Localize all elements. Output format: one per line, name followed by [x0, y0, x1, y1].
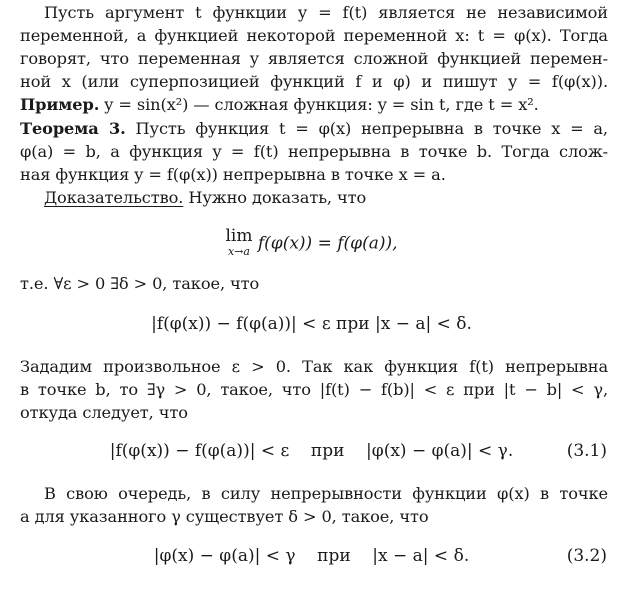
theorem-line3: ная функция y = f(φ(x)) непрерывна в точке x = a.: [20, 165, 446, 184]
formula-3-1-expr: |f(φ(x)) − f(φ(a))| < ε при |φ(x) − φ(a)| < γ.: [109, 441, 514, 461]
proof-line: [20, 187, 608, 209]
formula-limit: [0, 228, 623, 260]
paragraph1-line3: говорят, что переменная y является сложной функцией перемен-: [20, 49, 608, 68]
theorem-line1: [20, 118, 608, 140]
example-text: y = sin(x²) — сложная функция: y = sin t, где t = x².: [104, 95, 539, 114]
paragraph1-line1: Пусть аргумент t функции y = f(t) является не независимой: [44, 3, 608, 22]
paragraph3-line2: a для указанного γ существует δ > 0, такое, что: [20, 507, 429, 526]
paragraph3-line1: В свою очередь, в силу непрерывности функции φ(x) в точке: [44, 484, 608, 503]
theorem-line2: φ(a) = b, а функция y = f(t) непрерывна в точке b. Тогда слож-: [20, 142, 608, 161]
equation-number-3-2: (3.2): [566, 546, 607, 566]
limit-subscript: x→a: [227, 245, 250, 258]
theorem-label: Теорема 3.: [20, 119, 126, 138]
paragraph2-line1: Зададим произвольное ε > 0. Так как функция f(t) непрерывна: [20, 357, 608, 376]
paragraph2-line2: в точке b, то ∃γ > 0, такое, что |f(t) − f(b)| < ε при |t − b| < γ,: [20, 380, 608, 399]
text-ie: т.е. ∀ε > 0 ∃δ > 0, такое, что: [20, 274, 260, 293]
limit-symbol: lim: [225, 226, 253, 246]
formula-3-2-expr: |φ(x) − φ(a)| < γ при |x − a| < δ.: [153, 546, 470, 566]
limit-operator: [225, 228, 252, 260]
formula-3-1: [0, 439, 623, 463]
equation-number-3-1: (3.1): [566, 441, 607, 461]
proof-label: Доказательство.: [44, 188, 184, 207]
paragraph1-line4: ной x (или суперпозицией функций f и φ) и пишут y = f(φ(x)).: [20, 72, 608, 91]
proof-text: Нужно доказать, что: [188, 188, 367, 207]
paragraph1-line2: переменной, а функцией некоторой переменной x: t = φ(x). Тогда: [20, 26, 608, 45]
example-line: [20, 94, 608, 116]
formula-inequality: |f(φ(x)) − f(φ(a))| < ε при |x − a| < δ.: [151, 314, 472, 334]
theorem-line1-text: Пусть функция t = φ(x) непрерывна в точке x = a,: [135, 119, 608, 138]
formula-3-2: [0, 544, 623, 568]
example-label: Пример.: [20, 95, 100, 114]
paragraph2-line3: откуда следует, что: [20, 403, 188, 422]
limit-expression: f(φ(x)) = f(φ(a)),: [257, 233, 398, 254]
